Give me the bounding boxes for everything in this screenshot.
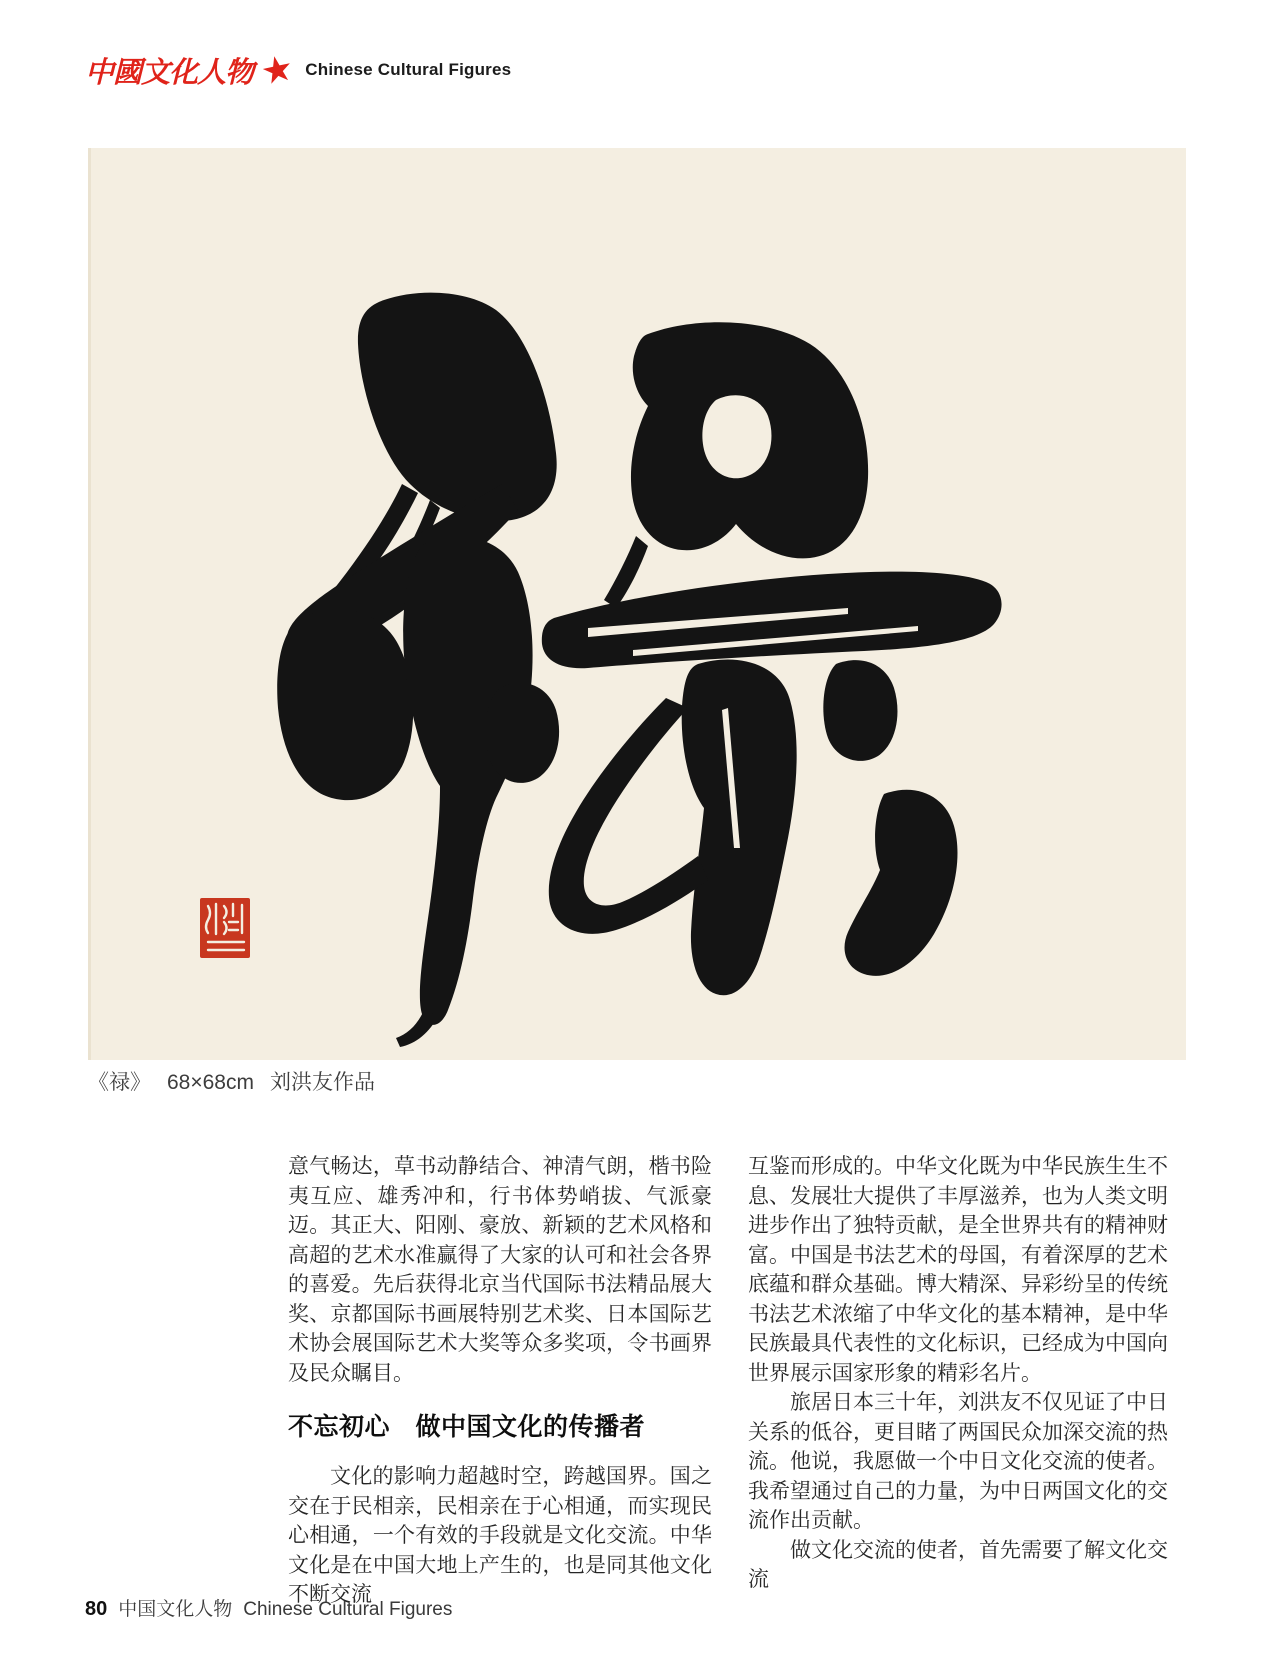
left-paragraph-2: 文化的影响力超越时空，跨越国界。国之交在于民相亲，民相亲在于心相通，而实现民心相通，一个有效的手段就是文化交流。中华文化是在中国大地上产生的，也是同其他文化不断交流 bbox=[288, 1464, 712, 1606]
artwork-caption bbox=[88, 1066, 375, 1096]
page-footer bbox=[85, 1594, 452, 1621]
magazine-logo-en: Chinese Cultural Figures bbox=[305, 60, 512, 79]
page-header bbox=[85, 47, 512, 93]
right-paragraph-1: 互鉴而形成的。中华文化既为中华民族生生不息、发展壮大提供了丰厚滋养，也为人类文明进步作出了独特贡献，是全世界共有的精神财富。中国是书法艺术的母国，有着深厚的艺术底蕴和群众基础。博大精深、异彩纷呈的传统书法艺术浓缩了中华文化的基本精神，是中华民族最具代表性的文化标识，已经成为中国向世界展示国家形象的精彩名片。 bbox=[748, 1154, 1168, 1385]
right-paragraph-3: 做文化交流的使者，首先需要了解文化交流 bbox=[748, 1537, 1168, 1591]
calligraphy-artwork-canvas bbox=[88, 148, 1186, 1060]
right-paragraph-2: 旅居日本三十年，刘洪友不仅见证了中日关系的低谷，更目睹了两国民众加深交流的热流。他说，我愿做一个中日文化交流的使者。我希望通过自己的力量，为中日两国文化的交流作出贡献。 bbox=[748, 1390, 1168, 1532]
left-paragraph-1: 意气畅达，草书动静结合、神清气朗，楷书险夷互应、雄秀冲和，行书体势峭拔、气派豪迈。其正大、阳刚、豪放、新颖的艺术风格和高超的艺术水准赢得了大家的认可和社会各界的喜爱。先后获得北京当代国际书法精品展大奖、京都国际书画展特别艺术奖、日本国际艺术协会展国际艺术大奖等众多奖项，令书画界及民众瞩目。 bbox=[288, 1154, 712, 1385]
footer-magazine-zh: 中国文化人物 bbox=[118, 1599, 233, 1620]
caption-credit: 刘洪友作品 bbox=[269, 1071, 375, 1094]
article-right-column bbox=[748, 1152, 1168, 1595]
caption-dimensions: 68×68cm bbox=[167, 1071, 254, 1094]
section-heading: 不忘初心 做中国文化的传播者 bbox=[288, 1413, 646, 1441]
footer-magazine-en: Chinese Cultural Figures bbox=[243, 1599, 453, 1620]
calligraphy-character-lu bbox=[88, 148, 1186, 1060]
artist-seal bbox=[200, 898, 250, 958]
page-number: 80 bbox=[85, 1598, 108, 1620]
caption-title: 《禄》 bbox=[88, 1071, 151, 1094]
magazine-logo-zh: 中國文化人物 bbox=[85, 54, 254, 89]
article-left-column bbox=[288, 1152, 712, 1610]
red-star-icon: ★ bbox=[257, 47, 298, 93]
